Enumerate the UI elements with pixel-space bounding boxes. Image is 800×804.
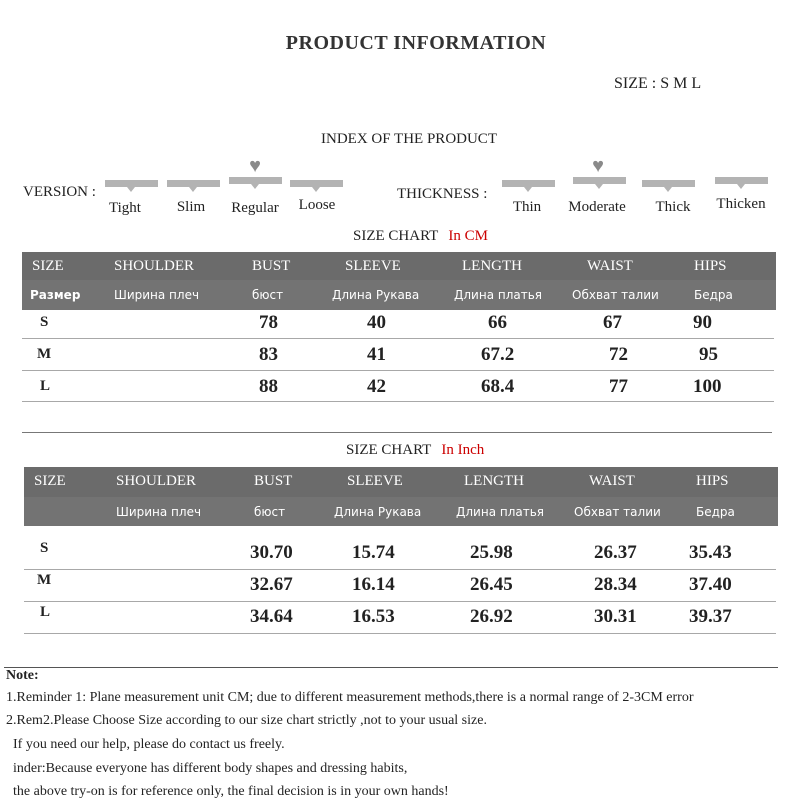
row-size: S xyxy=(40,314,49,330)
col-header-length-ru: Длина платья xyxy=(454,288,543,302)
col-header-shoulder-ru: Ширина плеч xyxy=(114,288,200,302)
row-divider xyxy=(24,633,776,634)
row-size: L xyxy=(40,378,51,394)
row-waist: 26.37 xyxy=(594,542,637,563)
row-length: 26.92 xyxy=(470,606,513,627)
note-line-5: the above try-on is for reference only, the final decision is in your own hands! xyxy=(6,784,449,799)
col-header-bust-ru: бюст xyxy=(254,505,286,519)
thickness-option-thicken: Thicken xyxy=(716,196,766,212)
thickness-option-thick: Thick xyxy=(655,199,691,215)
row-size: M xyxy=(37,572,52,588)
col-header-waist-ru: Обхват талии xyxy=(572,288,659,302)
row-hips: 37.40 xyxy=(689,574,732,595)
size-chart-cm-title xyxy=(353,228,488,245)
note-line-1: 1.Reminder 1: Plane measurement unit CM; due to different measurement methods,there is a normal range of 2-3CM error xyxy=(6,690,694,705)
col-header-length: LENGTH xyxy=(464,473,524,489)
col-header-length: LENGTH xyxy=(462,258,522,274)
col-header-sleeve-ru: Длина Рукава xyxy=(332,288,420,302)
row-waist: 28.34 xyxy=(594,574,637,595)
col-header-shoulder: SHOULDER xyxy=(114,258,195,274)
row-sleeve: 16.53 xyxy=(352,606,395,627)
chart-unit-inch: In Inch xyxy=(441,442,485,458)
index-title: INDEX OF THE PRODUCT xyxy=(321,131,497,147)
row-hips: 35.43 xyxy=(689,542,732,563)
table-row xyxy=(22,308,776,340)
row-length: 68.4 xyxy=(481,376,515,397)
note-line-2: 2.Rem2.Please Choose Size according to our size chart strictly ,not to your usual size. xyxy=(6,713,487,728)
row-size: S xyxy=(40,540,49,556)
row-sleeve: 41 xyxy=(367,344,386,365)
size-chart-inch-title xyxy=(346,442,484,459)
thickness-bar-moderate xyxy=(573,177,626,184)
row-hips: 100 xyxy=(693,376,722,397)
col-header-hips: HIPS xyxy=(694,258,727,274)
col-header-hips-ru: Бедра xyxy=(694,288,733,302)
row-bust: 32.67 xyxy=(250,574,293,595)
version-bar-tight xyxy=(105,180,158,187)
size-chart-inch-header-ru xyxy=(24,497,778,526)
col-header-sleeve: SLEEVE xyxy=(345,258,401,274)
page-title: PRODUCT INFORMATION xyxy=(285,32,547,54)
row-bust: 83 xyxy=(259,344,278,365)
row-size: M xyxy=(37,346,52,362)
notes-heading: Note: xyxy=(6,668,39,683)
row-divider xyxy=(22,370,774,371)
row-length: 26.45 xyxy=(470,574,513,595)
row-size: L xyxy=(40,604,51,620)
col-header-sleeve-ru: Длина Рукава xyxy=(334,505,422,519)
version-bar-regular xyxy=(229,177,282,184)
heart-icon: ♥ xyxy=(592,155,604,177)
col-header-bust: BUST xyxy=(254,473,293,489)
thickness-bar-thin xyxy=(502,180,555,187)
size-chart-cm-header-en xyxy=(22,252,776,280)
chart-title-text: SIZE CHART xyxy=(353,228,439,244)
col-header-hips: HIPS xyxy=(696,473,729,489)
row-sleeve: 40 xyxy=(367,312,386,333)
row-divider xyxy=(22,338,774,339)
note-line-4: inder:Because everyone has different body shapes and dressing habits, xyxy=(6,761,408,776)
col-header-size: SIZE xyxy=(34,473,66,489)
row-hips: 90 xyxy=(693,312,712,333)
row-hips: 39.37 xyxy=(689,606,732,627)
row-bust: 88 xyxy=(259,376,278,397)
col-header-bust-ru: бюст xyxy=(252,288,284,302)
version-option-tight: Tight xyxy=(109,200,141,216)
table-row xyxy=(24,534,778,566)
thickness-bar-thick xyxy=(642,180,695,187)
row-length: 66 xyxy=(488,312,507,333)
col-header-waist: WAIST xyxy=(587,258,633,274)
table-row xyxy=(22,372,776,404)
size-chart-inch-header-en xyxy=(24,467,778,497)
table-row xyxy=(24,598,778,630)
col-header-waist: WAIST xyxy=(589,473,635,489)
row-hips: 95 xyxy=(699,344,718,365)
available-sizes: SIZE : S M L xyxy=(614,75,702,92)
version-option-regular: Regular xyxy=(231,200,279,216)
table-row xyxy=(22,340,776,372)
col-header-hips-ru: Бедра xyxy=(696,505,735,519)
row-sleeve: 42 xyxy=(367,376,386,397)
chart-unit-cm: In CM xyxy=(448,228,488,244)
section-divider xyxy=(22,432,772,433)
row-waist: 30.31 xyxy=(594,606,637,627)
col-header-waist-ru: Обхват талии xyxy=(574,505,661,519)
row-length: 25.98 xyxy=(470,542,513,563)
thickness-option-moderate: Moderate xyxy=(568,199,626,215)
row-length: 67.2 xyxy=(481,344,515,365)
thickness-option-thin: Thin xyxy=(512,199,542,215)
col-header-size-ru: Размер xyxy=(30,288,81,302)
col-header-shoulder-ru: Ширина плеч xyxy=(116,505,202,519)
row-sleeve: 16.14 xyxy=(352,574,395,595)
row-waist: 67 xyxy=(603,312,622,333)
col-header-size: SIZE xyxy=(32,258,64,274)
thickness-label: THICKNESS : xyxy=(397,186,488,202)
version-option-loose: Loose xyxy=(298,197,336,213)
version-label: VERSION : xyxy=(23,184,96,200)
row-waist: 72 xyxy=(609,344,628,365)
row-waist: 77 xyxy=(609,376,628,397)
size-chart-cm-header-ru xyxy=(22,280,776,310)
heart-icon: ♥ xyxy=(249,155,261,177)
col-header-length-ru: Длина платья xyxy=(456,505,545,519)
chart-title-text: SIZE CHART xyxy=(346,442,432,458)
row-bust: 78 xyxy=(259,312,278,333)
version-option-slim: Slim xyxy=(176,199,206,215)
row-sleeve: 15.74 xyxy=(352,542,395,563)
version-bar-slim xyxy=(167,180,220,187)
table-row xyxy=(24,566,778,598)
row-bust: 34.64 xyxy=(250,606,293,627)
notes-divider xyxy=(4,667,778,668)
row-bust: 30.70 xyxy=(250,542,293,563)
col-header-bust: BUST xyxy=(252,258,291,274)
thickness-bar-thicken xyxy=(715,177,768,184)
col-header-shoulder: SHOULDER xyxy=(116,473,197,489)
note-line-3: If you need our help, please do contact us freely. xyxy=(6,737,285,752)
version-bar-loose xyxy=(290,180,343,187)
col-header-sleeve: SLEEVE xyxy=(347,473,403,489)
row-divider xyxy=(22,401,774,402)
